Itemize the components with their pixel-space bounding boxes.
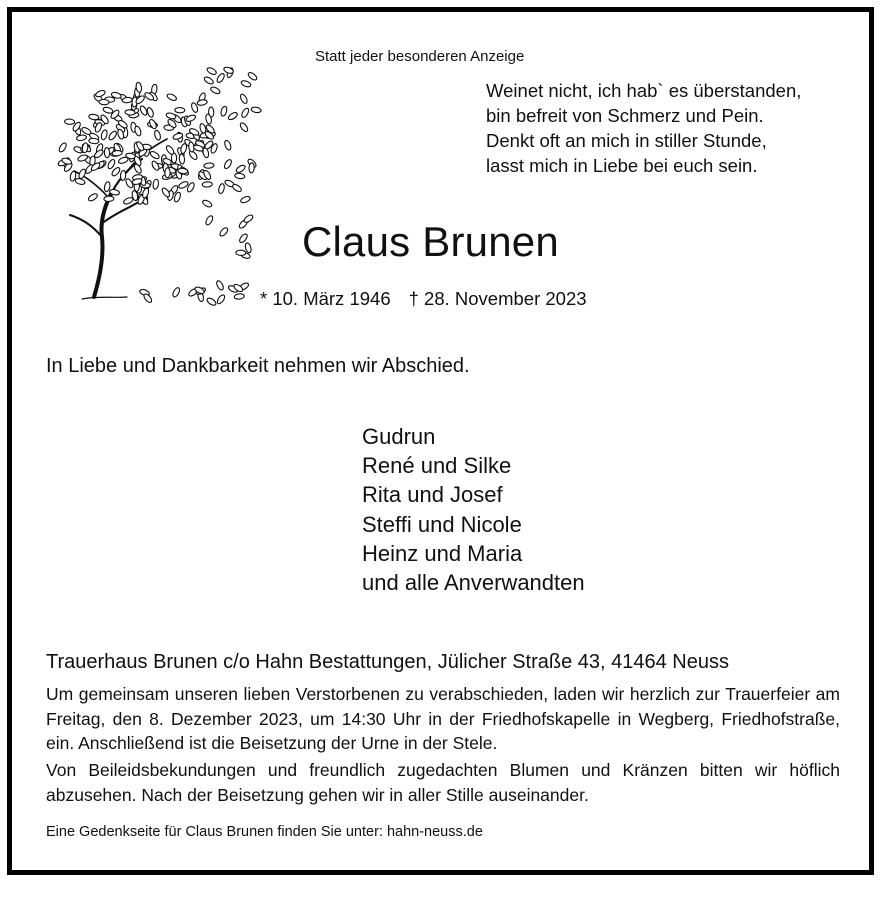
header-note: Statt jeder besonderen Anzeige — [315, 48, 525, 65]
condolence-paragraph: Von Beileidsbekundungen und freundlich zugedachten Blumen und Kränzen bitten wir höflich abzusehen. Nach der Beisetzung gehen wir in aller Stille auseinander. — [46, 760, 840, 805]
poem — [486, 78, 801, 178]
ceremony-paragraph: Um gemeinsam unseren lieben Verstorbenen zu verabschieden, laden wir herzlich zur Trauerfeier am Freitag, den 8. Dezember 2023, um 14:30 Uhr in der Friedhofskapelle in Wegberg, Friedhofstraße, ein. Anschließend ist die Beisetzung der Urne in der Stele. — [46, 684, 840, 753]
mourner: und alle Anverwandten — [362, 570, 585, 596]
mourner: Heinz und Maria — [362, 540, 523, 566]
memorial-page-note: Eine Gedenkseite für Claus Brunen finden Sie unter: hahn-neuss.de — [46, 824, 483, 840]
birth-date: * 10. März 1946 — [260, 288, 391, 309]
poem-line: lasst mich in Liebe bei euch sein. — [486, 155, 758, 176]
poem-line: Weinet nicht, ich hab` es überstanden, — [486, 80, 802, 101]
life-dates — [260, 288, 587, 310]
mourner: Steffi und Nicole — [362, 511, 522, 537]
funeral-home-address: Trauerhaus Brunen c/o Hahn Bestattungen, Jülicher Straße 43, 41464 Neuss — [46, 651, 729, 673]
mourner: Rita und Josef — [362, 482, 503, 508]
mourners-list — [362, 422, 585, 597]
windblown-tree-icon — [42, 47, 262, 309]
obituary-frame — [7, 7, 874, 875]
mourner: René und Silke — [362, 453, 512, 479]
poem-line: bin befreit von Schmerz und Pein. — [486, 105, 764, 126]
mourner: Gudrun — [362, 424, 436, 449]
poem-line: Denkt oft an mich in stiller Stunde, — [486, 130, 767, 151]
deceased-name: Claus Brunen — [302, 218, 559, 265]
death-date: † 28. November 2023 — [408, 288, 587, 309]
farewell-text: In Liebe und Dankbarkeit nehmen wir Abschied. — [46, 355, 470, 377]
